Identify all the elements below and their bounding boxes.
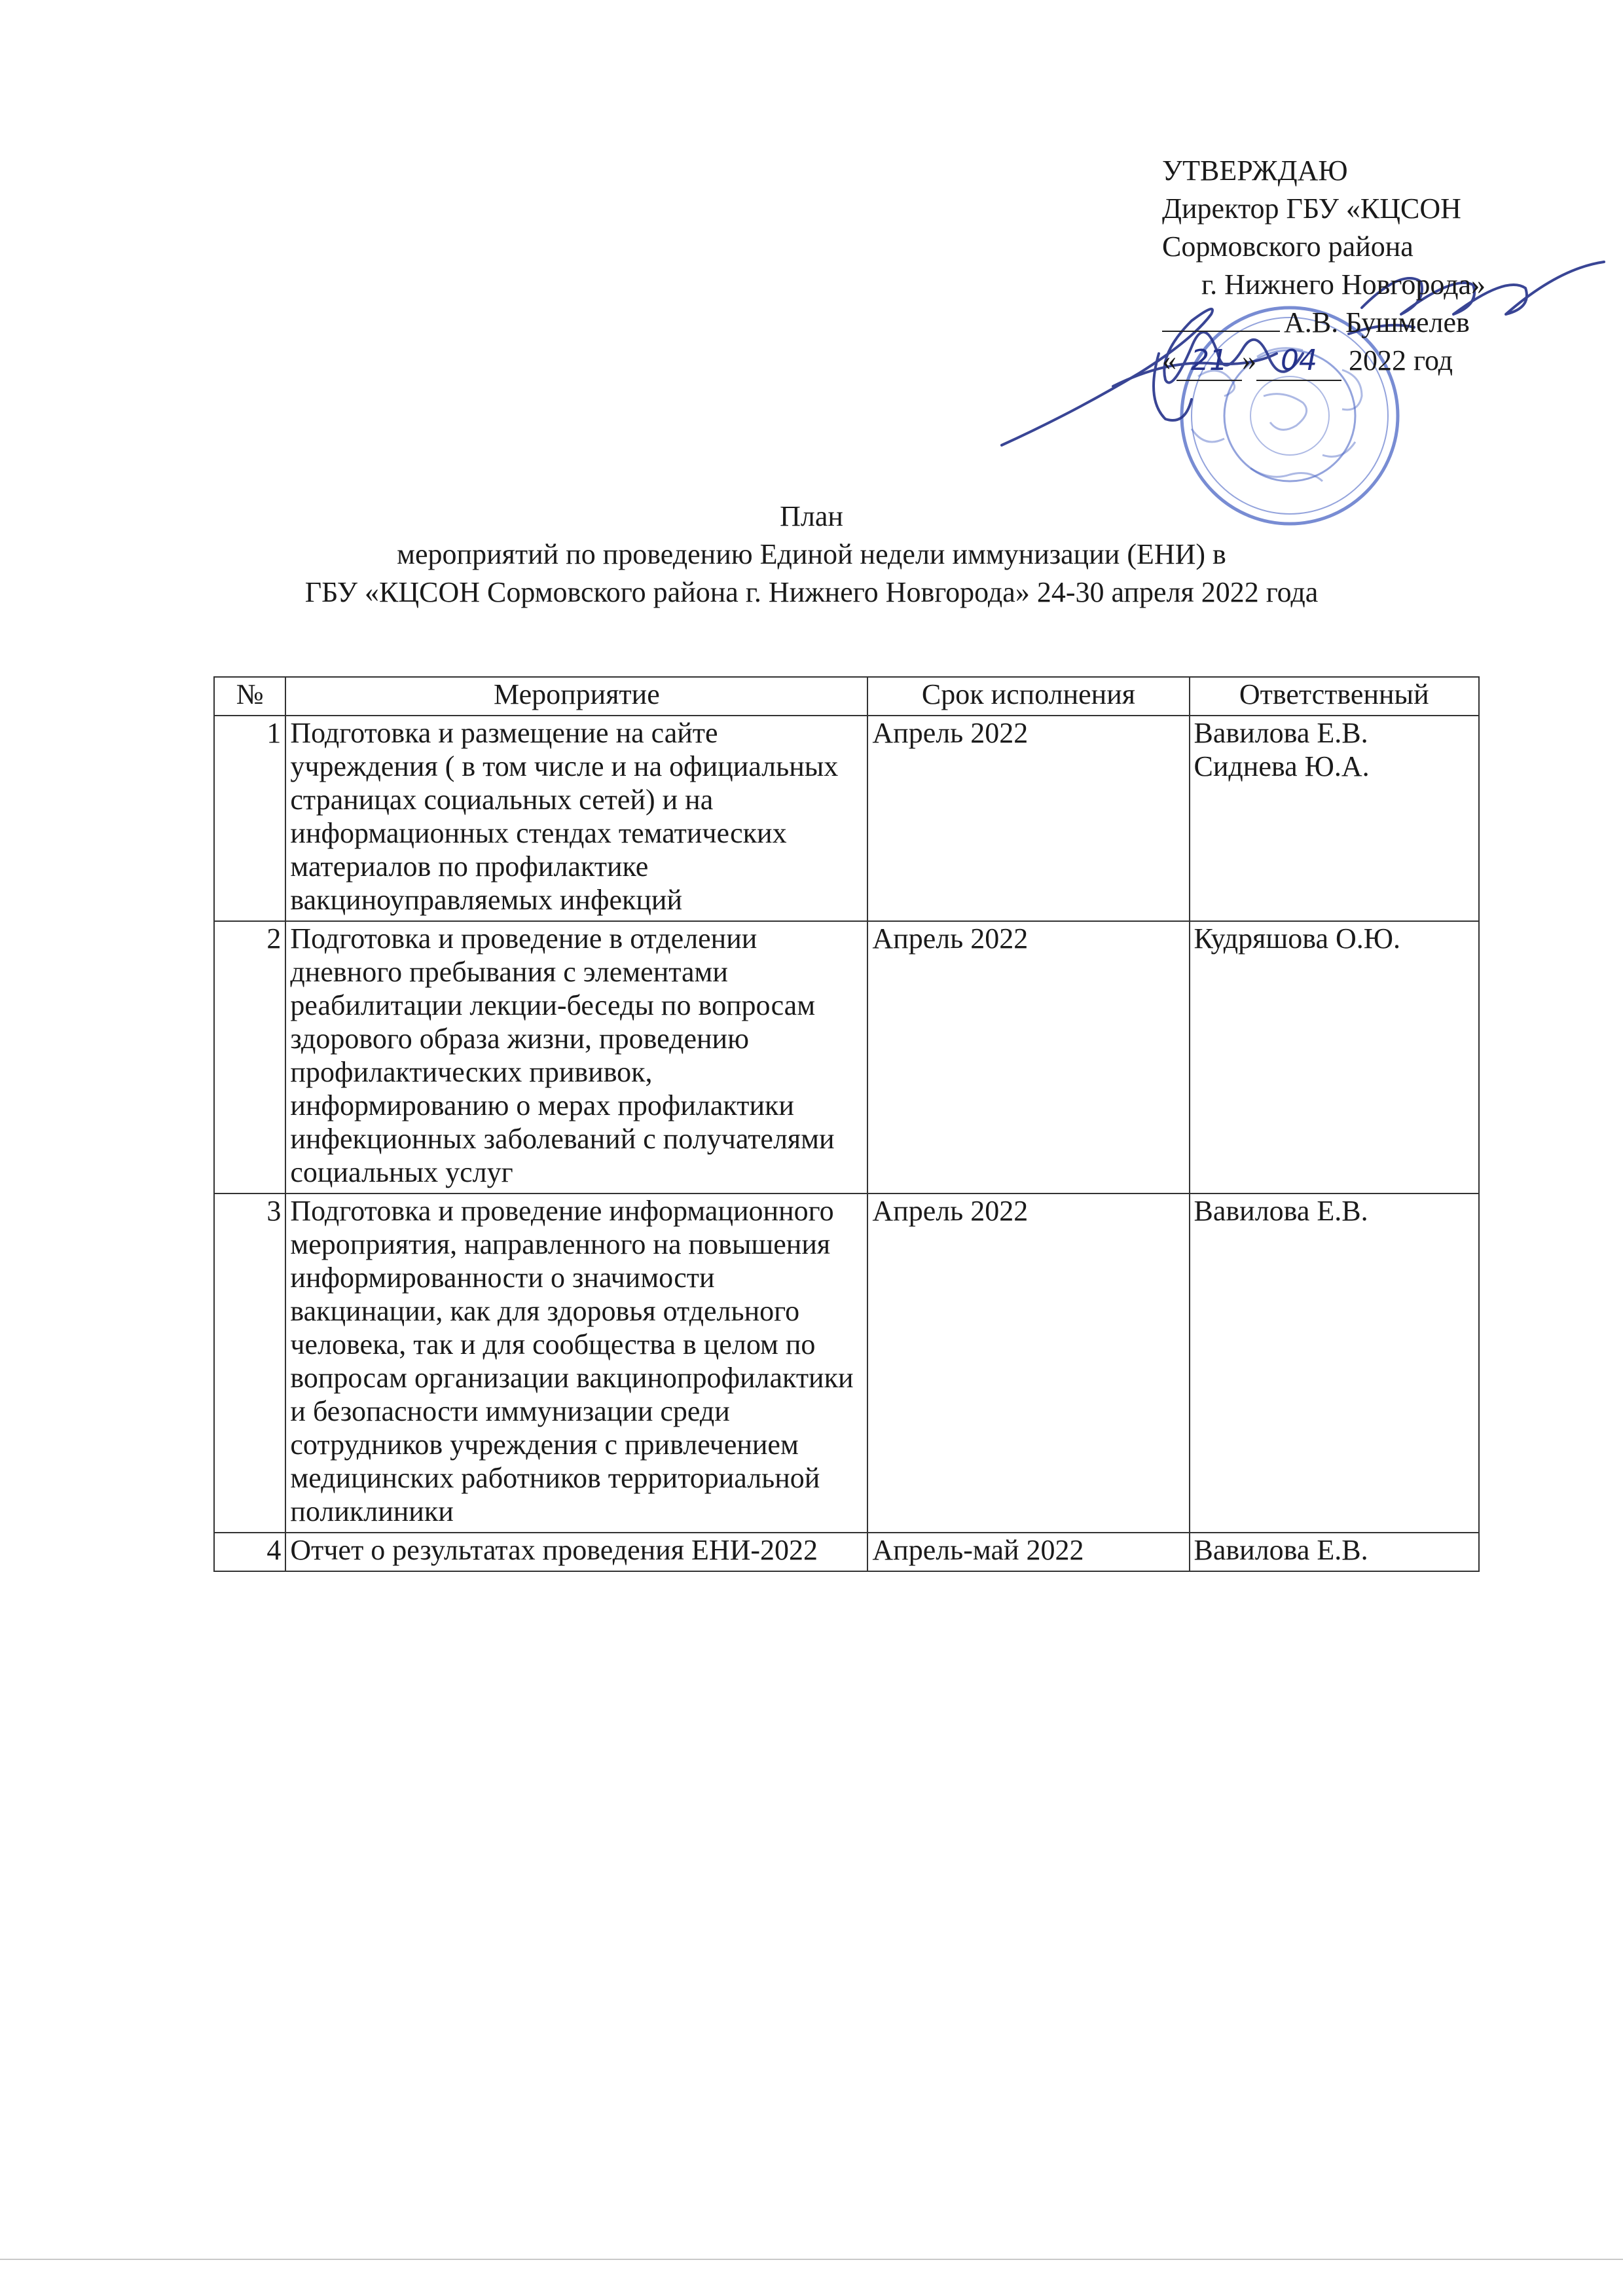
responsible-person: Вавилова Е.В. bbox=[1194, 717, 1368, 749]
row-number: 2 bbox=[214, 921, 285, 1194]
row-number: 4 bbox=[214, 1533, 285, 1571]
approval-date bbox=[1162, 342, 1581, 381]
approval-organization-line: Сормовского района bbox=[1162, 230, 1413, 263]
table-row bbox=[214, 921, 1479, 1194]
row-responsible bbox=[1190, 1194, 1479, 1533]
approval-block bbox=[1162, 152, 1581, 381]
header-number: № bbox=[214, 677, 285, 716]
row-responsible bbox=[1190, 1533, 1479, 1571]
row-term: Апрель-май 2022 bbox=[867, 1533, 1189, 1571]
header-event: Мероприятие bbox=[285, 677, 867, 716]
approval-position: Директор ГБУ «КЦСОН bbox=[1162, 192, 1461, 225]
row-event: Подготовка и размещение на сайте учреждения ( в том числе и на официальных страницах социальных сетей) и на информационных стендах тематических материалов по профилактике вакциноуправляемых инфекций bbox=[285, 716, 867, 921]
row-number: 3 bbox=[214, 1194, 285, 1533]
date-month: 04 bbox=[1256, 342, 1341, 381]
date-open-quote: « bbox=[1162, 344, 1176, 376]
row-term: Апрель 2022 bbox=[867, 921, 1189, 1194]
row-responsible bbox=[1190, 921, 1479, 1194]
row-event: Подготовка и проведение информационного мероприятия, направленного на повышения информированности о значимости вакцинации, как для здоровья отдельного человека, так и для сообщества в целом по вопросам организации вакцинопрофилактики и безопасности иммунизации среди сотрудников учреждения с привлечением медицинских работников территориальной поликлиники bbox=[285, 1194, 867, 1533]
document-title bbox=[0, 498, 1623, 611]
row-event: Подготовка и проведение в отделении дневного пребывания с элементами реабилитации лекции-беседы по вопросам здорового образа жизни, проведению профилактических прививок, информированию о мерах профилактики инфекционных заболеваний с получателями социальных услуг bbox=[285, 921, 867, 1194]
approval-title: УТВЕРЖДАЮ bbox=[1162, 155, 1348, 187]
table-header-row bbox=[214, 677, 1479, 716]
table-row bbox=[214, 1533, 1479, 1571]
title-line-3: ГБУ «КЦСОН Сормовского района г. Нижнего Новгорода» 24-30 апреля 2022 года bbox=[304, 576, 1319, 608]
responsible-person: Вавилова Е.В. bbox=[1194, 1195, 1368, 1227]
approval-city-line: г. Нижнего Новгорода» bbox=[1201, 268, 1486, 301]
approval-signer-name: А.В. Бушмелев bbox=[1284, 306, 1470, 338]
table-row bbox=[214, 716, 1479, 921]
row-term: Апрель 2022 bbox=[867, 1194, 1189, 1533]
signature-blank bbox=[1162, 331, 1280, 332]
responsible-person: Вавилова Е.В. bbox=[1194, 1534, 1368, 1566]
row-responsible bbox=[1190, 716, 1479, 921]
date-year: 2022 год bbox=[1349, 344, 1453, 376]
row-term: Апрель 2022 bbox=[867, 716, 1189, 921]
title-line-1: План bbox=[780, 500, 843, 532]
header-term: Срок исполнения bbox=[867, 677, 1189, 716]
scan-edge-line bbox=[0, 2259, 1623, 2260]
row-event: Отчет о результатах проведения ЕНИ-2022 bbox=[285, 1533, 867, 1571]
table-row bbox=[214, 1194, 1479, 1533]
responsible-person: Кудряшова О.Ю. bbox=[1194, 922, 1401, 955]
approval-signer-line bbox=[1162, 304, 1581, 342]
responsible-person: Сиднева Ю.А. bbox=[1194, 750, 1370, 782]
date-close-quote: » bbox=[1242, 344, 1256, 376]
row-number: 1 bbox=[214, 716, 285, 921]
header-responsible: Ответственный bbox=[1190, 677, 1479, 716]
plan-table bbox=[213, 676, 1480, 1572]
title-line-2: мероприятий по проведению Единой недели иммунизации (ЕНИ) в bbox=[397, 538, 1226, 570]
date-day: 21 bbox=[1176, 342, 1242, 381]
